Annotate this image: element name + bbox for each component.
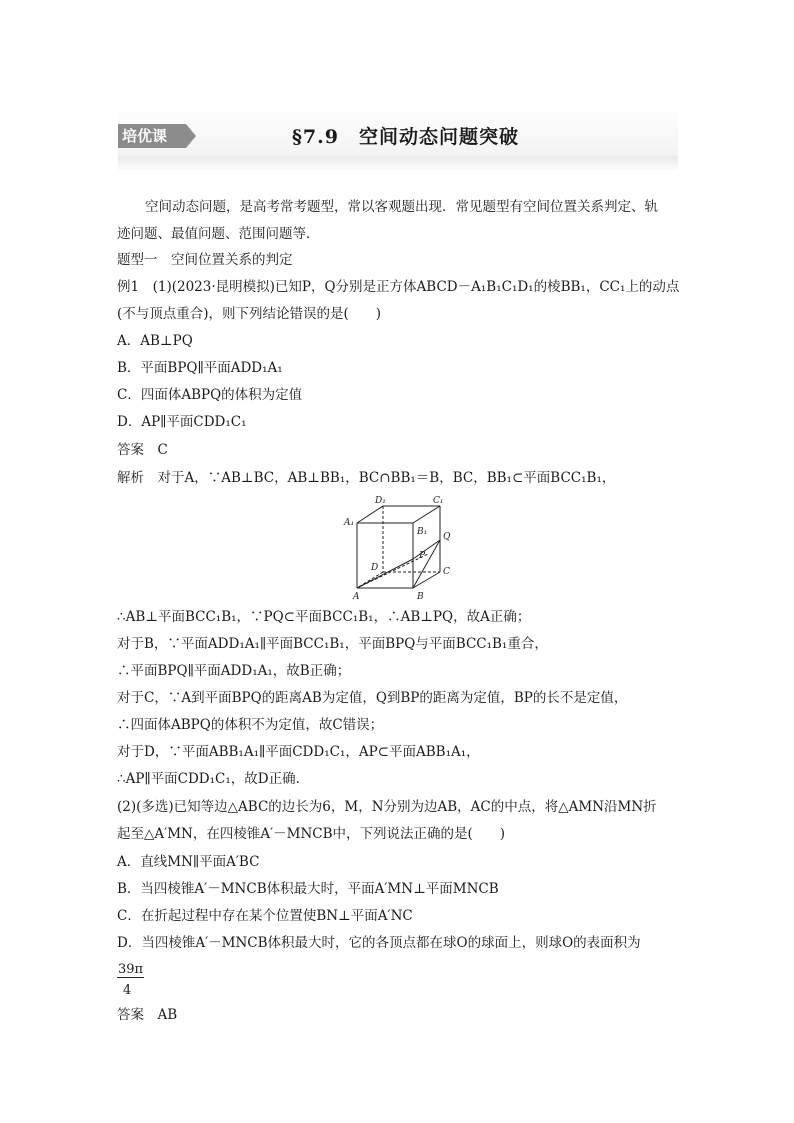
text-line: 起至△A′MN，在四棱锥A′－MNCB中，下列说法正确的是( ) bbox=[117, 826, 506, 842]
fraction-denominator: 4 bbox=[123, 983, 132, 998]
edge-B1C1 bbox=[413, 506, 440, 523]
text-line: B．当四棱锥A′－MNCB体积最大时，平面A′MN⊥平面MNCB bbox=[117, 881, 499, 897]
text-line: 例1 (1)(2023·昆明模拟)已知P，Q分别是正方体ABCD－A₁B₁C₁D₁的棱BB₁，CC₁上的动点 bbox=[117, 279, 680, 295]
text-line: 对于B，∵平面ADD₁A₁∥平面BCC₁B₁，平面BPQ与平面BCC₁B₁重合， bbox=[117, 636, 548, 652]
text-line: B．平面BPQ∥平面ADD₁A₁ bbox=[117, 360, 283, 376]
text-line: ∴AP∥平面CDD₁C₁，故D正确． bbox=[117, 771, 310, 787]
label-A: A bbox=[353, 592, 360, 602]
label-B: B bbox=[417, 592, 424, 602]
text-line: ∴四面体ABPQ的体积不为定值，故C错误； bbox=[117, 717, 384, 733]
header-shadow bbox=[118, 156, 678, 170]
label-A1: A₁ bbox=[344, 518, 355, 528]
label-C: C bbox=[443, 567, 450, 577]
text-line: D．当四棱锥A′－MNCB体积最大时，它的各顶点都在球O的球面上，则球O的表面积为 bbox=[117, 935, 641, 951]
text-line: (2)(多选)已知等边△ABC的边长为6，M，N分别为边AB，AC的中点，将△AMN沿MN折 bbox=[117, 799, 657, 815]
text-line: A．直线MN∥平面A′BC bbox=[117, 854, 260, 870]
section-tag: 培优课 bbox=[118, 124, 186, 148]
segment-BQ bbox=[413, 540, 440, 588]
text-line: 解析 对于A，∵AB⊥BC，AB⊥BB₁，BC∩BB₁＝B，BC，BB₁⊂平面BCC₁B₁， bbox=[117, 470, 616, 486]
label-D: D bbox=[371, 563, 379, 573]
fraction-numerator: 39π bbox=[118, 962, 144, 977]
edge-A1D1 bbox=[357, 506, 383, 523]
text-line: C．在折起过程中存在某个位置使BN⊥平面A′NC bbox=[117, 908, 413, 924]
text-line: 对于C，∵A到平面BPQ的距离AB为定值，Q到BP的距离为定值，BP的长不是定值， bbox=[117, 690, 628, 706]
text-line: 对于D，∵平面ABB₁A₁∥平面CDD₁C₁，AP⊂平面ABB₁A₁， bbox=[117, 744, 480, 760]
label-Q: Q bbox=[443, 532, 451, 542]
label-D1: D₁ bbox=[375, 496, 386, 506]
label-P: P bbox=[419, 551, 426, 561]
text-line: 答案 C bbox=[117, 442, 168, 458]
tag-arrow-shape bbox=[186, 124, 196, 148]
text-line: 迹问题、最值问题、范围问题等． bbox=[117, 226, 320, 242]
segment-PQ bbox=[413, 540, 440, 559]
text-line: ∴AB⊥平面BCC₁B₁，∵PQ⊂平面BCC₁B₁，∴AB⊥PQ，故A正确； bbox=[117, 609, 531, 625]
label-B1: B₁ bbox=[417, 527, 428, 537]
text-line: 答案 AB bbox=[117, 1007, 178, 1023]
text-line: D．AP∥平面CDD₁C₁ bbox=[117, 414, 247, 430]
text-line: (不与顶点重合)，则下列结论错误的是( ) bbox=[117, 306, 382, 322]
text-line: ∴平面BPQ∥平面ADD₁A₁，故B正确； bbox=[117, 663, 351, 679]
text-line: A．AB⊥PQ bbox=[117, 333, 193, 349]
text-line: C．四面体ABPQ的体积为定值 bbox=[117, 387, 303, 403]
segment-AP bbox=[357, 559, 413, 588]
text-line: 题型一 空间位置关系的判定 bbox=[117, 252, 293, 268]
cube-figure bbox=[335, 492, 465, 602]
text-line: 空间动态问题，是高考常考题型，常以客观题出现．常见题型有空间位置关系判定、轨 bbox=[145, 199, 658, 215]
label-C1: C₁ bbox=[433, 496, 444, 506]
page-title: §7.9 空间动态问题突破 bbox=[292, 126, 519, 148]
